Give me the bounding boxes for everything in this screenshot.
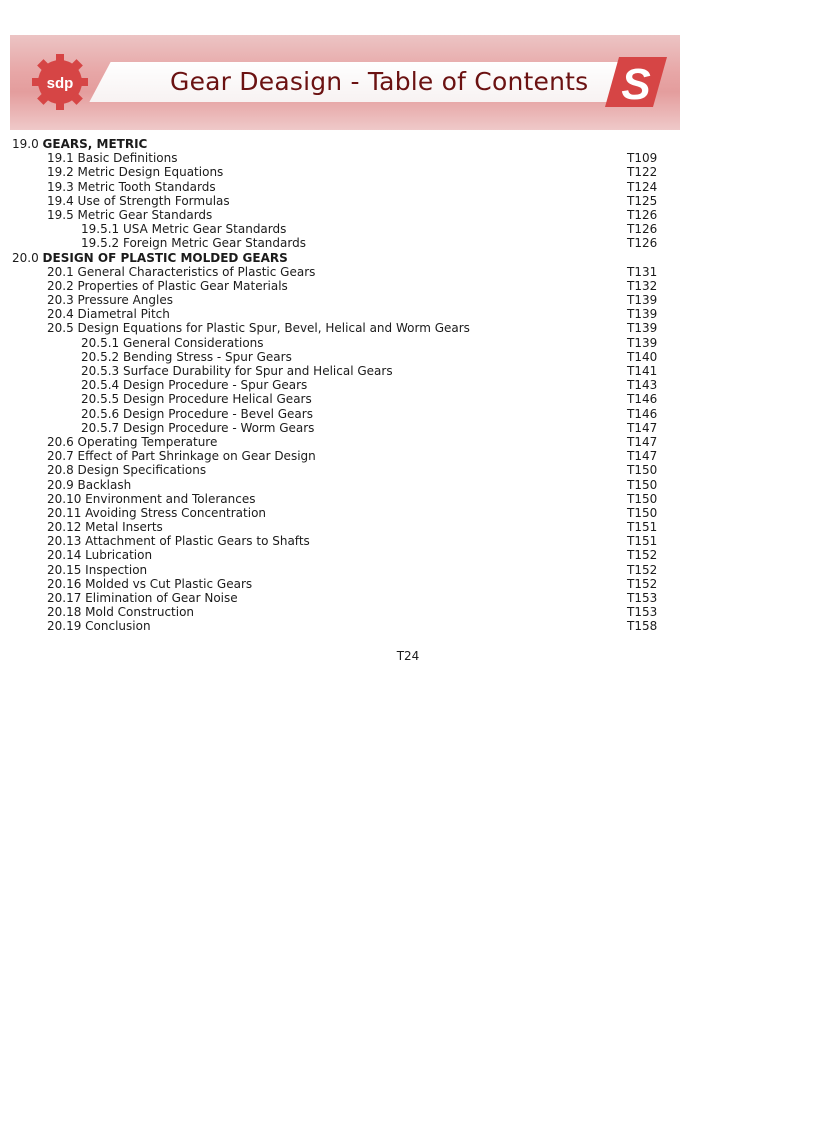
section-heading-19 — [12, 137, 662, 151]
toc-entry[interactable] — [12, 293, 662, 307]
toc-entry[interactable] — [12, 279, 662, 293]
page-title: Gear Deasign - Table of Contents — [170, 67, 589, 96]
toc-entry-page: T147 — [627, 434, 658, 449]
toc-entry-label: 20.19 Conclusion — [47, 619, 151, 634]
toc-entry[interactable] — [12, 534, 662, 548]
toc-entry-label: 20.15 Inspection — [47, 562, 148, 577]
toc-entry-label: 20.5 Design Equations for Plastic Spur, Bevel, Helical and Worm Gears — [47, 321, 470, 336]
toc-entry-label: 20.5.7 Design Procedure - Worm Gears — [81, 420, 315, 435]
toc-entry-label: 20.6 Operating Temperature — [47, 434, 218, 449]
toc-entry-label: 20.8 Design Specifications — [47, 463, 207, 478]
toc-entry-page: T153 — [627, 605, 658, 620]
toc-entry[interactable] — [12, 307, 662, 321]
sdp-logo-text: sdp — [46, 75, 74, 92]
toc-entry[interactable] — [12, 619, 662, 633]
toc-entry-page: T122 — [627, 165, 658, 180]
toc-subentry[interactable] — [12, 222, 662, 236]
s-logo-icon — [605, 53, 667, 111]
toc-entry-label: 20.5.3 Surface Durability for Spur and Helical Gears — [81, 364, 393, 378]
toc-subentry[interactable] — [12, 407, 662, 421]
toc-entry-page: T132 — [627, 278, 658, 293]
toc-entry-label: 20.1 General Characteristics of Plastic Gears — [47, 264, 316, 279]
toc-entry-label: 20.4 Diametral Pitch — [47, 307, 170, 322]
toc-entry-label: 20.12 Metal Inserts — [47, 520, 163, 535]
toc-entry[interactable] — [12, 463, 662, 477]
toc-entry-page: T146 — [627, 406, 658, 421]
s-logo-text: S — [621, 60, 651, 109]
toc-entry-page: T147 — [627, 449, 658, 464]
toc-entry[interactable] — [12, 577, 662, 591]
toc-entry[interactable] — [12, 194, 662, 208]
toc-entry-label: 20.17 Elimination of Gear Noise — [47, 591, 238, 605]
toc-entry-page: T146 — [627, 392, 658, 407]
section-title: GEARS, METRIC — [42, 137, 148, 151]
toc-entry-label: 19.1 Basic Definitions — [47, 151, 178, 166]
toc-entry-page: T124 — [627, 179, 658, 194]
toc-entry-page: T150 — [627, 477, 658, 492]
toc-entry-label: 20.13 Attachment of Plastic Gears to Shafts — [47, 534, 310, 549]
toc-entry-label: 20.5.2 Bending Stress - Spur Gears — [81, 349, 292, 364]
toc-entry-label: 20.9 Backlash — [47, 477, 132, 492]
toc-entry[interactable] — [12, 492, 662, 506]
toc-entry-page: T158 — [627, 619, 658, 634]
toc-entry[interactable] — [12, 180, 662, 194]
toc-entry-label: 19.5 Metric Gear Standards — [47, 207, 213, 222]
toc-entry[interactable] — [12, 435, 662, 449]
toc-entry-label: 20.11 Avoiding Stress Concentration — [47, 505, 267, 520]
toc-entry-page: T150 — [627, 491, 658, 506]
toc-entry-label: 20.2 Properties of Plastic Gear Materials — [47, 278, 288, 293]
toc-entry[interactable] — [12, 165, 662, 179]
toc-subentry[interactable] — [12, 392, 662, 406]
page-number: T24 — [396, 649, 420, 663]
toc-entry[interactable] — [12, 520, 662, 534]
toc-entry-label: 20.5.6 Design Procedure - Bevel Gears — [81, 406, 313, 421]
toc-entry-page: T109 — [627, 151, 658, 166]
toc-entry-page: T152 — [627, 562, 658, 577]
toc-entry-page: T126 — [627, 236, 658, 251]
toc-entry-label: 20.14 Lubrication — [47, 548, 153, 563]
toc-entry-label: 20.5.5 Design Procedure Helical Gears — [81, 392, 312, 407]
toc-entry[interactable] — [12, 151, 662, 165]
section-title: DESIGN OF PLASTIC MOLDED GEARS — [42, 250, 288, 265]
toc-entry-page: T139 — [627, 335, 658, 350]
toc-entry-label: 19.3 Metric Tooth Standards — [47, 179, 216, 194]
header-banner — [10, 35, 680, 130]
toc-entry-label: 20.3 Pressure Angles — [47, 293, 173, 308]
toc-entry-page: T152 — [627, 576, 658, 591]
toc-entry-label: 20.5.4 Design Procedure - Spur Gears — [81, 378, 308, 393]
toc-entry[interactable] — [12, 591, 662, 605]
toc-entry-page: T151 — [627, 520, 658, 535]
toc-entry-page: T126 — [627, 207, 658, 222]
toc-entry-label: 20.7 Effect of Part Shrinkage on Gear Design — [47, 449, 316, 464]
toc-entry-label: 20.10 Environment and Tolerances — [47, 491, 256, 506]
toc-entry-page: T151 — [627, 534, 658, 549]
toc-entry-page: T139 — [627, 321, 658, 336]
toc-subentry[interactable] — [12, 378, 662, 392]
toc-entry[interactable] — [12, 506, 662, 520]
toc-entry-label: 20.16 Molded vs Cut Plastic Gears — [47, 576, 253, 591]
section-number: 20.0 — [12, 250, 39, 265]
toc-entry-label: 20.18 Mold Construction — [47, 605, 195, 620]
toc-entry-page: T153 — [627, 591, 658, 605]
toc-subentry[interactable] — [12, 364, 662, 378]
toc-entry-label: 19.5.1 USA Metric Gear Standards — [81, 222, 287, 237]
toc-entry-page: T131 — [627, 264, 658, 279]
toc-entry-page: T126 — [627, 222, 658, 237]
toc-entry-page: T143 — [627, 378, 658, 393]
sdp-gear-logo-icon — [30, 52, 90, 112]
toc-entry-label: 20.5.1 General Considerations — [81, 335, 264, 350]
toc-entry-label: 19.4 Use of Strength Formulas — [47, 193, 230, 208]
toc-subentry[interactable] — [12, 336, 662, 350]
toc-entry[interactable] — [12, 449, 662, 463]
toc-entry-page: T125 — [627, 193, 658, 208]
toc-entry[interactable] — [12, 548, 662, 562]
toc-entry[interactable] — [12, 208, 662, 222]
toc-entry-page: T150 — [627, 463, 658, 478]
toc-subentry[interactable] — [12, 421, 662, 435]
toc-entry-page: T150 — [627, 505, 658, 520]
toc-entry-page: T152 — [627, 548, 658, 563]
toc-subentry[interactable] — [12, 350, 662, 364]
toc-entry-page: T147 — [627, 420, 658, 435]
toc-entry-page: T139 — [627, 307, 658, 322]
toc-entry[interactable] — [12, 478, 662, 492]
toc-entry-label: 19.2 Metric Design Equations — [47, 165, 224, 180]
toc-entry[interactable] — [12, 605, 662, 619]
toc-entry-page: T141 — [627, 364, 658, 378]
toc-entry-page: T140 — [627, 349, 658, 364]
toc-subentry[interactable] — [12, 236, 662, 250]
toc-entry[interactable] — [12, 563, 662, 577]
section-heading-20 — [12, 251, 662, 265]
table-of-contents — [12, 137, 662, 634]
toc-entry-page: T139 — [627, 293, 658, 308]
toc-entry-label: 19.5.2 Foreign Metric Gear Standards — [81, 236, 306, 251]
toc-entry[interactable] — [12, 265, 662, 279]
section-number: 19.0 — [12, 137, 39, 151]
toc-entry[interactable] — [12, 321, 662, 335]
